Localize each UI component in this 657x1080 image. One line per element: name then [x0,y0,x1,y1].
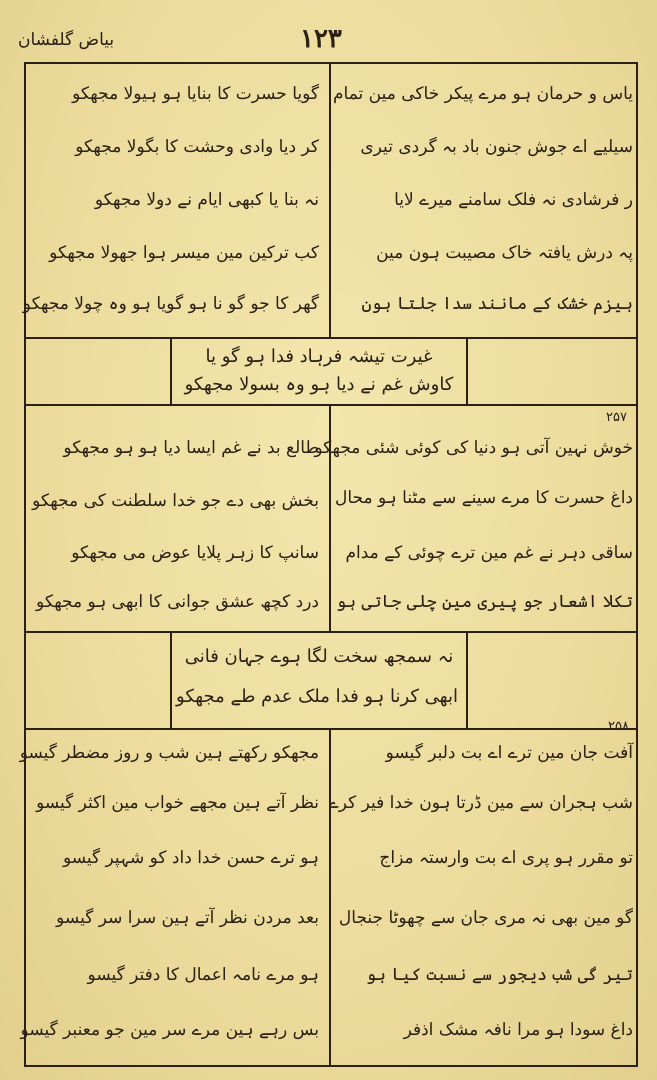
verse-line: پہ درش یافتہ خاک مصیبت ہون مین [376,243,633,263]
couplet-line: نہ سمجھ سخت لگا ہوے جہان فانی [184,646,454,667]
verse-line: ساقی دہر نے غم مین ترے چوئی کے مدام [345,543,633,563]
verse-line: تو مقرر ہو پری اے بت وارستہ مزاج [379,848,633,868]
verse-line: سانپ کا زہر پلایا عوض می مجھکو [71,543,319,563]
box-left-edge [170,338,172,404]
section-divider [25,728,637,730]
verse-line: کب ترکین مین میسر ہوا جھولا مجھکو [49,243,319,263]
verse-line: ہو ترے حسن خدا داد کو شہپر گیسو [62,848,319,868]
book-title: بیاض گلفشان [18,30,115,50]
ghazal-number: ۲۵۸ [608,719,629,734]
verse-line: نہ بنا یا کبھی ایام نے دولا مجھکو [94,190,319,210]
verse-line: کر دیا وادی وحشت کا بگولا مجھکو [75,137,319,157]
ghazal-number: ۲۵۷ [606,410,627,425]
verse-line: ہیزم خشک کے مانند سدا جلتا ہون [361,294,633,314]
verse-line: خوش نہین آتی ہو دنیا کی کوئی شئی مجھکو [314,438,633,458]
verse-line: یاس و حرمان ہو مرے پیکر خاکی مین تمام [333,84,633,104]
verse-line: بس رہے ہین مرے سر مین جو معنبر گیسو [20,1020,319,1040]
couplet-line: کاوش غم نے دیا ہو وہ بسولا مجھکو [184,374,454,395]
verse-line: داغ حسرت کا مرے سینے سے مٹنا ہو محال [334,488,633,508]
box-left-edge [170,632,172,728]
box-right-edge [466,338,468,404]
verse-line: آفت جان مین ترے اے بت دلبر گیسو [385,743,633,763]
verse-line: گھر کا جو گو نا ہو گویا ہو وہ چولا مجھکو [22,294,319,314]
section-divider [25,631,637,633]
verse-line: ہو مرے نامہ اعمال کا دفتر گیسو [87,965,319,985]
column-divider [329,729,331,1065]
verse-line: گویا حسرت کا بنایا ہو ہیولا مجھکو [72,84,319,104]
section-divider [25,337,637,339]
page-number: ۱۲۳ [300,24,342,54]
verse-line: سیلیے اے جوش جنون باد بہ گردی تیری [360,137,633,157]
verse-line: گو مین بھی نہ مری جان سے چھوٹا جنجال [338,908,633,928]
verse-line: مجھکو رکھتے ہین شب و روز مضطر گیسو [19,743,319,763]
verse-line: درد کچھ عشق جوانی کا ابھی ہو مجھکو [36,592,319,612]
verse-line: نظر آتے ہین مجھے خواب مین اکثر گیسو [36,793,319,813]
couplet-line: غیرت تیشہ فرہاد فدا ہو گو یا [205,346,433,367]
verse-line: داغ سودا ہو مرا نافہ مشک اذفر [403,1020,633,1040]
verse-line: ر فرشادی نہ فلک سامنے میرے لایا [394,190,633,210]
verse-line: بخش بھی دے جو خدا سلطنت کی مجھکو [32,491,319,511]
verse-line: بعد مردن نظر آتے ہین سرا سر گیسو [56,908,319,928]
verse-line: شب ہجران سے مین ڈرتا ہون خدا فیر کرے [328,793,633,813]
box-right-edge [466,632,468,728]
verse-line: تیر گی شب دیجور سے نسبت کیا ہو [366,965,633,985]
verse-line: طالع بد نے غم ایسا دیا ہو ہو مجھکو [63,438,319,458]
verse-line: تکلا اشعار جو پیری مین چلی جاتی ہو [336,592,633,612]
column-divider [329,63,331,337]
couplet-line: ابھی کرنا ہو فدا ملک عدم طے مجھکو [176,686,458,707]
section-divider [25,404,637,406]
page-header [0,0,657,62]
